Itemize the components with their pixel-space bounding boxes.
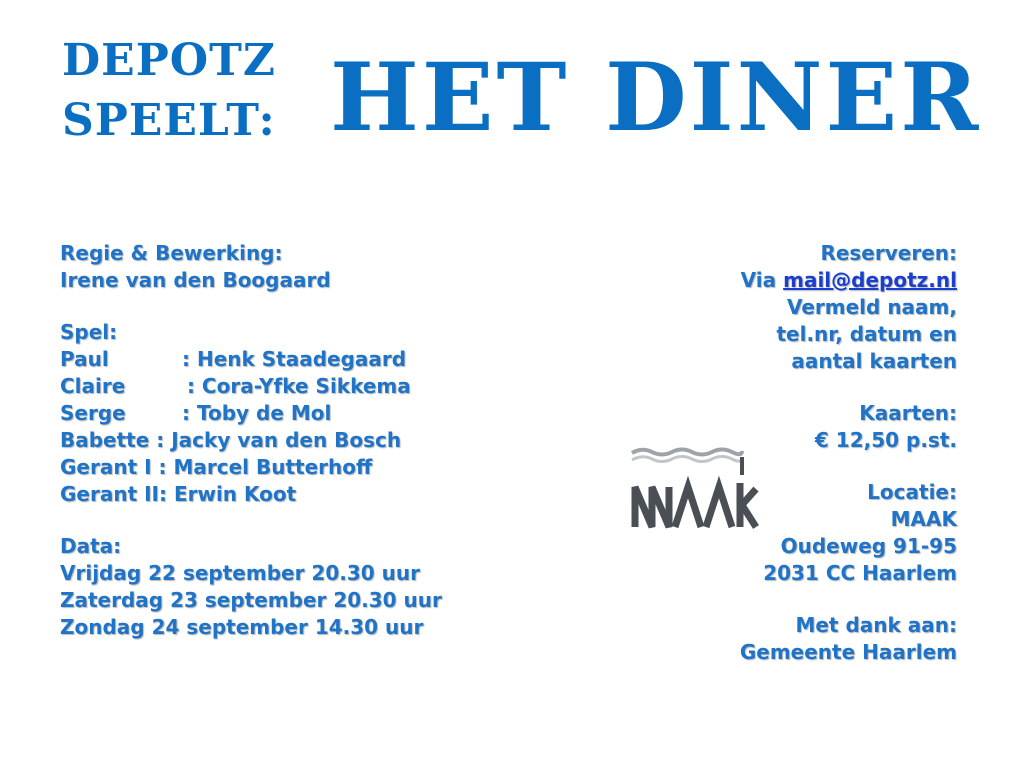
cast-row xyxy=(60,346,530,373)
cast-actor: : Jacky van den Bosch xyxy=(156,428,402,452)
reserve-instruction: tel.nr, datum en xyxy=(776,322,957,346)
reserve-instruction: Vermeld naam, xyxy=(786,295,957,319)
logo-wave xyxy=(632,457,742,462)
via-label: Via xyxy=(740,268,777,292)
cast-row xyxy=(60,400,530,427)
spacer xyxy=(60,508,530,533)
sponsor-name: Gemeente Haarlem xyxy=(739,640,957,664)
cast-actor: : Cora-Yfke Sikkema xyxy=(180,374,411,398)
reserve-label: Reserveren: xyxy=(820,241,957,265)
spacer xyxy=(637,587,957,612)
date-line: Zaterdag 23 september 20.30 uur xyxy=(60,588,442,612)
production-info xyxy=(60,240,530,641)
cast-role: Gerant I xyxy=(60,455,152,479)
logo-chimney xyxy=(740,457,744,475)
company-name: DEPOTZ xyxy=(62,35,276,86)
cast-row xyxy=(60,373,530,400)
cast-role: Gerant II: xyxy=(60,482,167,506)
venue-street: Oudeweg 91-95 xyxy=(780,534,957,558)
venue-name: MAAK xyxy=(890,507,957,531)
speelt-label: SPEELT: xyxy=(62,95,276,146)
cast-role: Paul xyxy=(60,347,109,371)
reserve-via-line xyxy=(637,267,957,294)
thanks-label: Met dank aan: xyxy=(795,613,957,637)
cast-actor: Erwin Koot xyxy=(173,482,297,506)
tickets-label: Kaarten: xyxy=(859,401,957,425)
spacer xyxy=(60,294,530,319)
logo-lettering xyxy=(635,483,756,527)
direction-label: Regie & Bewerking: xyxy=(60,241,283,265)
cast-label: Spel: xyxy=(60,320,118,344)
reserve-instruction: aantal kaarten xyxy=(791,349,957,373)
cast-row xyxy=(60,454,530,481)
cast-row xyxy=(60,481,530,508)
date-line: Zondag 24 september 14.30 uur xyxy=(60,615,424,639)
location-label: Locatie: xyxy=(867,480,957,504)
cast-row xyxy=(60,427,530,454)
cast-actor: : Marcel Butterhoff xyxy=(158,455,373,479)
spacer xyxy=(637,375,957,400)
cast-role: Babette xyxy=(60,428,150,452)
cast-role: Claire xyxy=(60,374,126,398)
maak-logo xyxy=(630,443,760,533)
date-line: Vrijdag 22 september 20.30 uur xyxy=(60,561,420,585)
ticket-price: € 12,50 p.st. xyxy=(814,428,957,452)
cast-actor: : Henk Staadegaard xyxy=(182,347,407,371)
logo-wave xyxy=(632,450,742,455)
play-title: HET DINER xyxy=(330,43,982,153)
cast-actor: : Toby de Mol xyxy=(182,401,332,425)
dates-label: Data: xyxy=(60,534,122,558)
email-link[interactable]: mail@depotz.nl xyxy=(783,268,957,292)
director-name: Irene van den Boogaard xyxy=(60,268,331,292)
venue-city: 2031 CC Haarlem xyxy=(763,561,957,585)
cast-role: Serge xyxy=(60,401,126,425)
